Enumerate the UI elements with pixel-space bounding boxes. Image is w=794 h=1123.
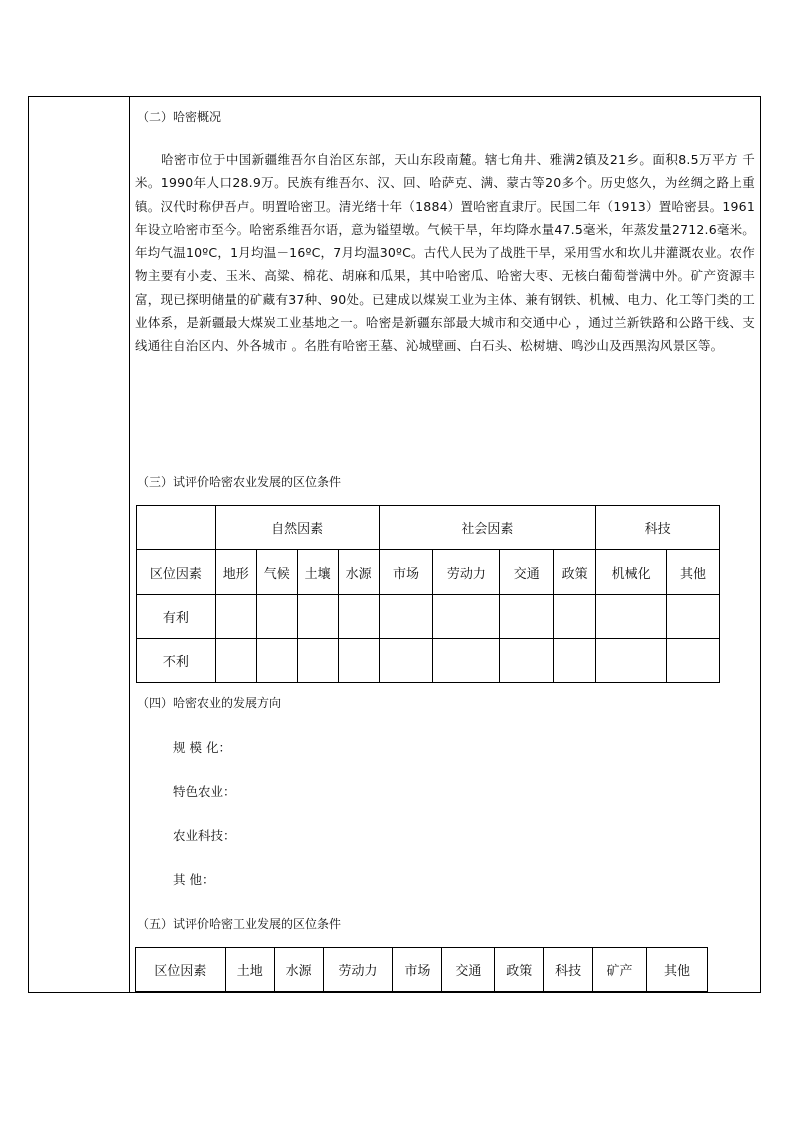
row-label-unfavorable: 不利 (137, 639, 216, 683)
answer-cell[interactable] (256, 595, 297, 639)
answer-cell[interactable] (379, 639, 433, 683)
answer-cell[interactable] (379, 595, 433, 639)
column-header: 地形 (215, 550, 256, 595)
column-header: 矿产 (593, 948, 647, 992)
column-header: 科技 (544, 948, 593, 992)
answer-cell[interactable] (500, 639, 554, 683)
column-header: 土壤 (297, 550, 338, 595)
answer-cell[interactable] (433, 639, 500, 683)
section4-heading: （四）哈密农业的发展方向 (137, 696, 282, 710)
answer-cell[interactable] (667, 595, 720, 639)
column-header: 气候 (256, 550, 297, 595)
column-header: 交通 (442, 948, 495, 992)
column-header: 市场 (379, 550, 433, 595)
row-header-cell: 区位因素 (137, 550, 216, 595)
corner-cell (137, 506, 216, 550)
column-header: 机械化 (596, 550, 667, 595)
column-header: 市场 (393, 948, 442, 992)
direction-item-technology: 农业科技： (173, 828, 236, 843)
column-header: 其他 (667, 550, 720, 595)
table-row (136, 948, 708, 992)
row-label-favorable: 有利 (137, 595, 216, 639)
column-header: 水源 (274, 948, 323, 992)
answer-cell[interactable] (256, 639, 297, 683)
answer-cell[interactable] (338, 639, 379, 683)
answer-cell[interactable] (667, 639, 720, 683)
column-header: 水源 (338, 550, 379, 595)
column-header: 劳动力 (433, 550, 500, 595)
answer-cell[interactable] (433, 595, 500, 639)
section3-heading: （三）试评价哈密农业发展的区位条件 (137, 475, 342, 489)
section2-paragraph: 哈密市位于中国新疆维吾尔自治区东部，天山东段南麓。辖七角井、雅满2镇及21乡。面积8.5万平方 千米。1990年人口28.9万。民族有维吾尔、汉、回、哈萨克、满、蒙古等20多个。历史悠久，为丝绸之路上重镇。汉代时称伊吾卢。明置哈密卫。清光绪十年（1884）置哈密直隶厅。民国二年（1913）置哈密县。1961年设立哈密市至今。哈密系维吾尔语，意为镒望墩。气候干旱，年均降水量47.5毫米，年蒸发量2712.6毫米。年均气温10ºC，1月均温－16ºC，7月均温30ºC。古代人民为了战胜干旱，采用雪水和坎儿井灌溉农业。农作物主要有小麦、玉米、高粱、棉花、胡麻和瓜果，其中哈密瓜、哈密大枣、无核白葡萄誉满中外。矿产资源丰富，现已探明储量的矿藏有37种、90处。已建成以煤炭工业为主体、兼有钢铁、机械、电力、化工等门类的工业体系，是新疆最大煤炭工业基地之一。哈密是新疆东部最大城市和交通中心 ，通过兰新铁路和公路干线、支线通往自治区内、外各城市 。名胜有哈密王墓、沁城壁画、白石头、松树塘、鸣沙山及西黑沟风景区等。 (135, 152, 755, 354)
answer-cell[interactable] (215, 595, 256, 639)
column-header: 区位因素 (136, 948, 226, 992)
table-row (137, 639, 720, 683)
direction-item-other: 其 他： (173, 872, 215, 887)
answer-cell[interactable] (500, 595, 554, 639)
group-natural: 自然因素 (215, 506, 379, 550)
column-header: 劳动力 (323, 948, 393, 992)
answer-cell[interactable] (596, 595, 667, 639)
answer-cell[interactable] (554, 595, 596, 639)
answer-cell[interactable] (338, 595, 379, 639)
column-header: 其他 (647, 948, 708, 992)
answer-cell[interactable] (215, 639, 256, 683)
answer-cell[interactable] (297, 639, 338, 683)
table-row (137, 595, 720, 639)
direction-item-specialty: 特色农业： (173, 784, 236, 799)
industry-conditions-table (135, 947, 708, 992)
column-header: 政策 (554, 550, 596, 595)
direction-item-scale: 规 模 化： (173, 740, 231, 755)
section2-heading: （二）哈密概况 (137, 110, 222, 124)
answer-cell[interactable] (297, 595, 338, 639)
column-header: 交通 (500, 550, 554, 595)
answer-cell[interactable] (596, 639, 667, 683)
column-header: 土地 (225, 948, 274, 992)
answer-cell[interactable] (554, 639, 596, 683)
column-header: 政策 (495, 948, 544, 992)
agriculture-conditions-table (136, 505, 720, 683)
section5-heading: （五）试评价哈密工业发展的区位条件 (137, 917, 342, 931)
column-divider (129, 96, 130, 993)
group-social: 社会因素 (379, 506, 596, 550)
group-technology: 科技 (596, 506, 720, 550)
